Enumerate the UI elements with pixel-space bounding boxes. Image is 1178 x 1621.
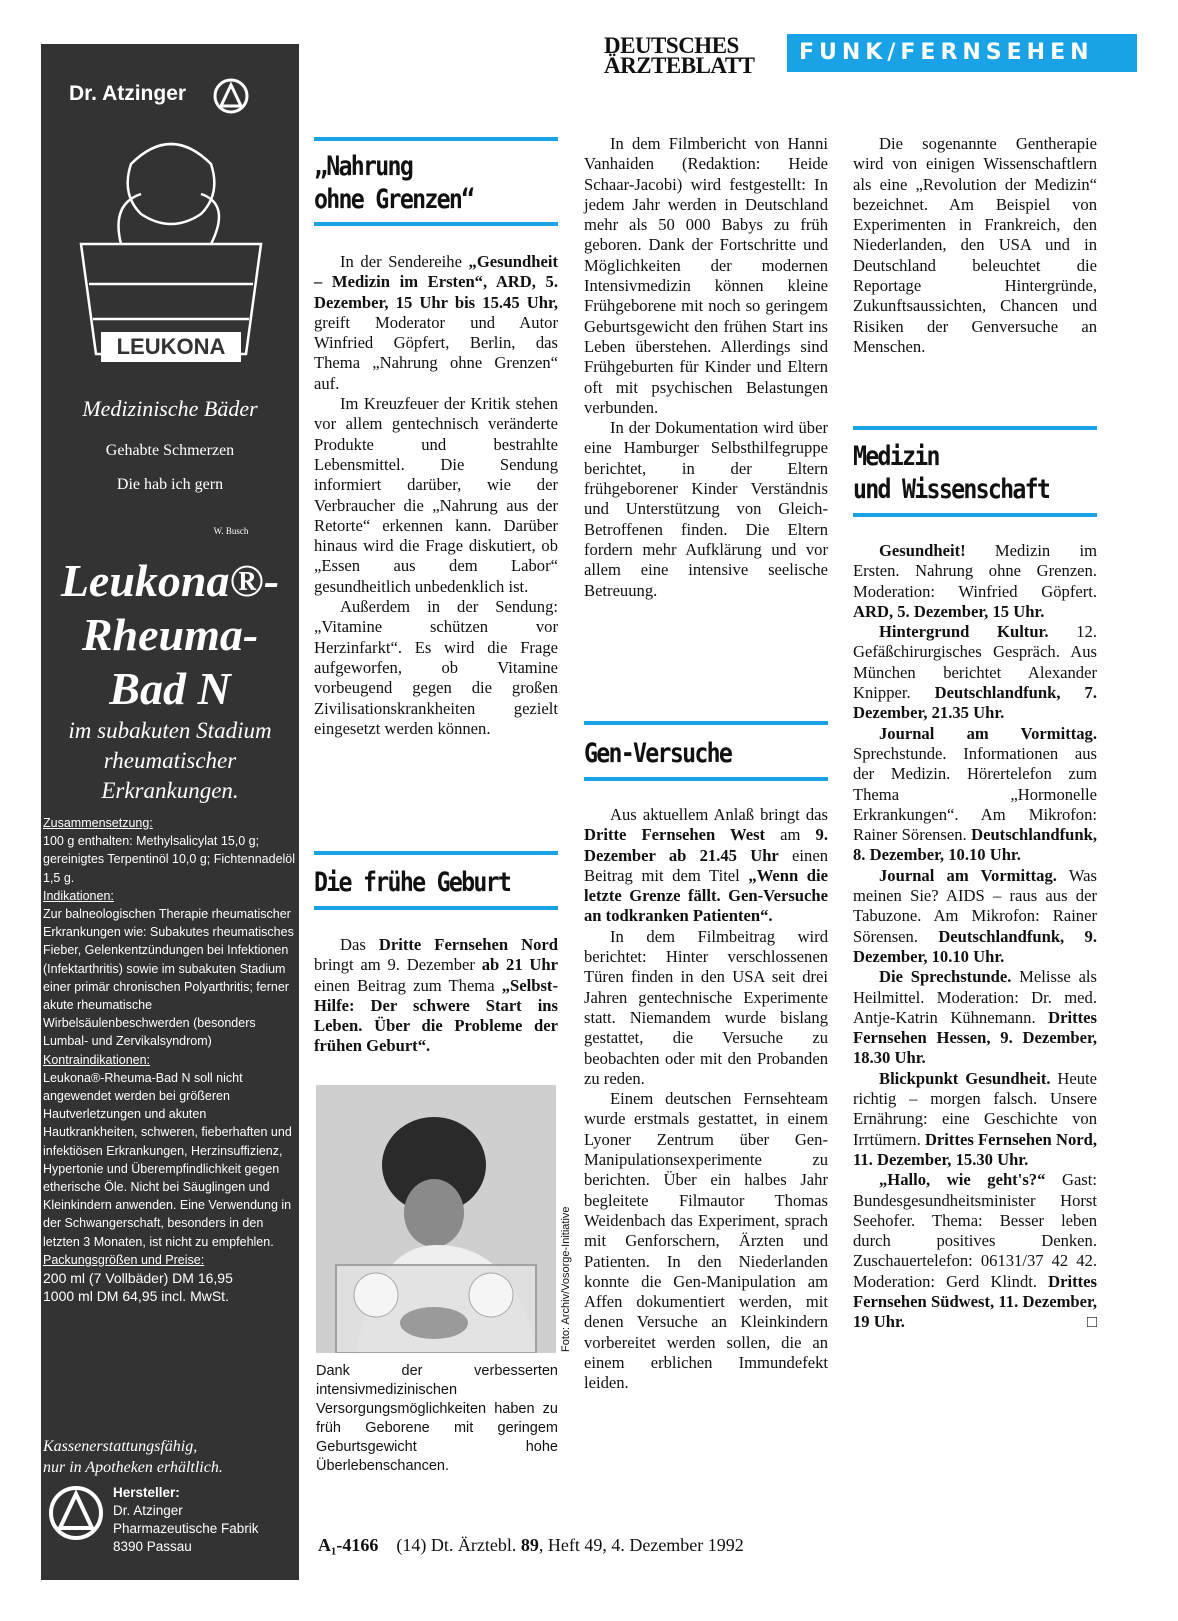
- listing-item: Gesundheit! Medizin im Ersten. Nahrung ohne Grenzen. Moderation: Winfried Göpfert. ARD, 5. Dezember, 15 Uhr.: [853, 541, 1097, 621]
- article-geburt-head: [314, 866, 558, 899]
- column-rule: [314, 851, 558, 855]
- listing-item: „Hallo, wie geht's?“ Gast: Bundesgesundheitsminister Horst Seehofer. Thema: Besser leben durch positives Denken. Zuschauertelefon: 06131/37 42 42. Moderation: Gerd Klindt. Drittes Fernsehen Südwest, 11. Dezember, 19 Uhr. □: [853, 1170, 1097, 1332]
- ad-quote-author: W. Busch: [213, 526, 249, 536]
- pack-size-2: 1000 ml DM 64,95 incl. MwSt.: [43, 1288, 229, 1305]
- end-mark: □: [1086, 1312, 1097, 1332]
- paragraph: Außerdem in der Sendung: „Vitamine schützen vor Herzinfarkt“. Es wird die Frage aufgeworfen, ob Vitamine vorbeugend gegen die großen Zivilisationskrankheiten gezielt eingesetzt werden können.: [314, 597, 558, 738]
- section-bar: FUNK/FERNSEHEN: [787, 34, 1137, 72]
- article-gen-cont: [853, 134, 1097, 357]
- photo-caption: Dank der verbesserten intensivmedizinischen Versorgungsmöglichkeiten haben zu früh Geborene mit geringem Geburtsgewicht hohe Überlebenschancen.: [316, 1363, 558, 1474]
- indications-text: Zur balneologischen Therapie rheumatischer Erkrankungen wie: Subakutes rheumatisches Fieber, Gelenkentzündungen bei Infektionen (Infektarthritis) sowie im subakuten Stadium einer primär chronischen Polyarthritis; ferner akute rheumatische Wirbelsäulenbeschwerden (besonders Lumbal- und Zervikalsyndrom): [43, 907, 294, 1049]
- listing-item: Journal am Vormittag. Was meinen Sie? AIDS – raus aus der Tabuzone. Am Mikrofon: Rainer Sörensen. Deutschlandfunk, 9. Dezember, 10.10 Uhr.: [853, 865, 1097, 966]
- manufacturer-line3: 8390 Passau: [113, 1539, 192, 1554]
- headline-nahrung-line1: „Nahrung: [314, 151, 413, 182]
- atzinger-logo-icon: [213, 78, 249, 114]
- photo-credit: Foto: Archiv/Vosorge-Initiative: [560, 1206, 572, 1352]
- paragraph: In dem Filmbericht von Hanni Vanhaiden (Redaktion: Heide Schaar-Jacobi) wird festgestellt: In jedem Jahr werden in Deutschland mehr als 50 000 Babys zu früh geboren. Dank der Fortschritte und Möglichkeiten der modernen Intensivmedizin können kleine Frühgeborene mit noch so geringem Geburtsgewicht den frühen Start ins Leben überstehen. Allerdings sind Frühgeburten für Kinder und Eltern oft mit psychischen Belastungen verbunden.: [584, 134, 828, 417]
- listing-item: Die Sprechstunde. Melisse als Heilmittel. Moderation: Dr. med. Antje-Katrin Kühnemann. Drittes Fernsehen Hessen, 9. Dezember, 18.30 Uhr.: [853, 967, 1097, 1068]
- article-gen-head: [584, 737, 828, 770]
- ad-rhyme-line2: Die hab ich gern: [116, 476, 224, 493]
- column-rule: [853, 513, 1097, 517]
- paragraph: In der Sendereihe „Gesundheit – Medizin im Ersten“, ARD, 5. Dezember, 15 Uhr bis 15.45 Uhr, greift Moderator und Autor Winfried Göpfert, Berlin, das Thema „Nahrung ohne Grenzen“ auf.: [314, 252, 558, 393]
- masthead-line1: DEUTSCHES: [604, 33, 739, 58]
- listing-item: Hintergrund Kultur. 12. Gefäßchirurgisches Gespräch. Aus München berichtet Alexander Knipper. Deutschlandfunk, 7. Dezember, 21.35 Uhr.: [853, 622, 1097, 723]
- headline-nahrung-line2: ohne Grenzen“: [314, 184, 474, 215]
- column-rule: [853, 426, 1097, 430]
- manufacturer-line2: Pharmazeutische Fabrik: [113, 1521, 259, 1536]
- reimbursement-line1: Kassenerstattungsfähig,: [43, 1438, 198, 1455]
- column-rule: [584, 777, 828, 781]
- pack-size-1: 200 ml (7 Vollbäder) DM 16,95: [43, 1270, 233, 1287]
- contraindications-text: Leukona®-Rheuma-Bad N soll nicht angewendet werden bei größeren Hautverletzungen und akuten Hautkrankheiten, schweren, fieberhaften und infektiösen Erkrankungen, Herzinsuffizienz, Hypertonie und Überempfindlichkeit gegen etherische Öle. Nicht bei Säuglingen und Kleinkindern anwenden. Eine Verwendung in der Schwangerschaft, besonders in den letzten 3 Monaten, ist nicht zu empfehlen.: [43, 1070, 292, 1249]
- tub-label: LEUKONA: [116, 334, 226, 359]
- product-name-line3: Bad N: [109, 663, 231, 714]
- ad-rhyme-line1: Gehabte Schmerzen: [105, 442, 235, 459]
- masthead-line2: ÄRZTEBLATT: [604, 53, 755, 78]
- headline-geburt: Die frühe Geburt: [314, 867, 511, 898]
- article-nahrung: [314, 150, 558, 216]
- product-sub-line2: rheumatischer: [103, 748, 237, 773]
- listings-head: [853, 440, 1097, 506]
- advertisement: [41, 44, 299, 1580]
- masthead: [604, 33, 772, 78]
- reimbursement-line2: nur in Apotheken erhältlich.: [43, 1459, 223, 1476]
- manufacturer-line1: Dr. Atzinger: [113, 1503, 183, 1518]
- reimbursement-note: [43, 1436, 293, 1478]
- listing-item: Blickpunkt Gesundheit. Heute richtig – morgen falsch. Unsere Ernährung: eine Geschichte von Irrtümern. Drittes Fernsehen Nord, 11. Dezember, 15.30 Uhr.: [853, 1068, 1097, 1169]
- manufacturer-logo-icon: [47, 1484, 105, 1542]
- headline-medizin-line1: Medizin: [853, 441, 939, 472]
- product-name-line1: Leukona®-: [60, 555, 280, 606]
- listing-item: Journal am Vormittag. Sprechstunde. Informationen aus der Medizin. Hörertelefon zum Thema „Hormonelle Erkrankungen“. Am Mikrofon: Rainer Sörensen. Deutschlandfunk, 8. Dezember, 10.10 Uhr.: [853, 723, 1097, 865]
- product-sub-line3: Erkrankungen.: [101, 778, 239, 803]
- paragraph: In dem Filmbeitrag wird berichtet: Hinter verschlossenen Türen finden in den USA seit drei Jahren gentechnische Experimente statt. Niemandem wurde bislang gestattet, die Versuche zu beobachten oder mit den Probanden zu reden.: [584, 926, 828, 1088]
- paragraph: Einem deutschen Fernsehteam wurde erstmals gestattet, in einem Lyoner Zentrum über Gen-Manipulationsexperimente zu berichten. Über ein halbes Jahr begleitete Filmautor Thomas Weidenbach das Experiment, sprach mit Genforschern, Ärzten und Patienten. In den Niederlanden konnte die Gen-Manipulation am Affen dokumentiert werden, mit denen Versuche an Kleinkindern vorbereitet werden sollen, die an einem erblichen Immundefekt leiden.: [584, 1089, 828, 1393]
- article-gen-body: [584, 805, 828, 1394]
- bath-tub-illustration: [61, 124, 281, 374]
- page-footer: A₁-4166 (14) Dt. Ärztebl. 89, Heft 49, 4. Dezember 1992: [318, 1535, 744, 1555]
- photo-incubator: [316, 1085, 556, 1353]
- ad-tagline: Medizinische Bäder: [82, 396, 258, 421]
- column-rule: [314, 906, 558, 910]
- paragraph: Im Kreuzfeuer der Kritik stehen vor allem gentechnisch veränderte Produkte und bestrahlte Lebensmittel. Die Sendung informiert darüber, wie der Verbraucher die „Nahrung aus der Retorte“ erkennen kann. Darüber hinaus wird die Frage diskutiert, ob „Essen aus dem Labor“ gesundheitlich unbedenklich ist.: [314, 394, 558, 596]
- contraindications-heading: Kontraindikationen:: [43, 1052, 151, 1067]
- article-nahrung-body: [314, 252, 558, 739]
- photo-illustration: [316, 1085, 556, 1353]
- headline-gen-versuche: Gen-Versuche: [584, 738, 732, 769]
- column-rule: [314, 137, 558, 141]
- ad-fine-print: [43, 814, 299, 1305]
- paragraph: Aus aktuellem Anlaß bringt das Dritte Fernsehen West am 9. Dezember ab 21.45 Uhr einen Beitrag mit dem Titel „Wenn die letzte Grenze fällt. Gen-Versuche an todkranken Patienten“.: [584, 805, 828, 926]
- composition-text: 100 g enthalten: Methylsalicylat 15,0 g; gereinigtes Terpentinöl 10,0 g; Fichtennadelöl 1,5 g.: [43, 834, 296, 885]
- composition-heading: Zusammensetzung:: [43, 816, 153, 830]
- manufacturer-heading: Hersteller:: [113, 1485, 180, 1500]
- article-geburt-body: [314, 935, 558, 1057]
- indications-heading: Indikationen:: [43, 888, 114, 903]
- product-name-line2: Rheuma-: [81, 609, 259, 660]
- article-geburt-cont: [584, 134, 828, 601]
- column-rule: [584, 721, 828, 725]
- manufacturer-block: [113, 1484, 259, 1556]
- headline-medizin-line2: und Wissenschaft: [853, 474, 1050, 505]
- program-listings: [853, 541, 1097, 1333]
- pack-sizes-heading: Packungsgrößen und Preise:: [43, 1252, 205, 1267]
- ad-brand: Dr. Atzinger: [69, 82, 187, 105]
- paragraph: Das Dritte Fernsehen Nord bringt am 9. Dezember ab 21 Uhr einen Beitrag zum Thema „Selbst-Hilfe: Der schwere Start ins Leben. Über die Probleme der frühen Geburt“.: [314, 935, 559, 1056]
- column-rule: [314, 222, 558, 226]
- paragraph: Die sogenannte Gentherapie wird von einigen Wissenschaftlern als eine „Revolution der Medizin“ bezeichnet. Am Beispiel von Experimenten in Frankreich, den Niederlanden, den USA und in Deutschland beleuchtet die Reportage Hintergründe, Zukunftsaussichten, Chancen und Risiken der Genversuche an Menschen.: [853, 134, 1097, 356]
- page-number: A₁-4166: [318, 1535, 379, 1555]
- paragraph: In der Dokumentation wird über eine Hamburger Selbsthilfegruppe berichtet, in der Eltern frühgeborener Kinder Verständnis und Unterstützung von Gleich-Betroffenen finden. Die Eltern fordern mehr Aufklärung und vor allem eine intensive seelische Betreuung.: [584, 418, 828, 600]
- product-sub-line1: im subakuten Stadium: [68, 718, 272, 743]
